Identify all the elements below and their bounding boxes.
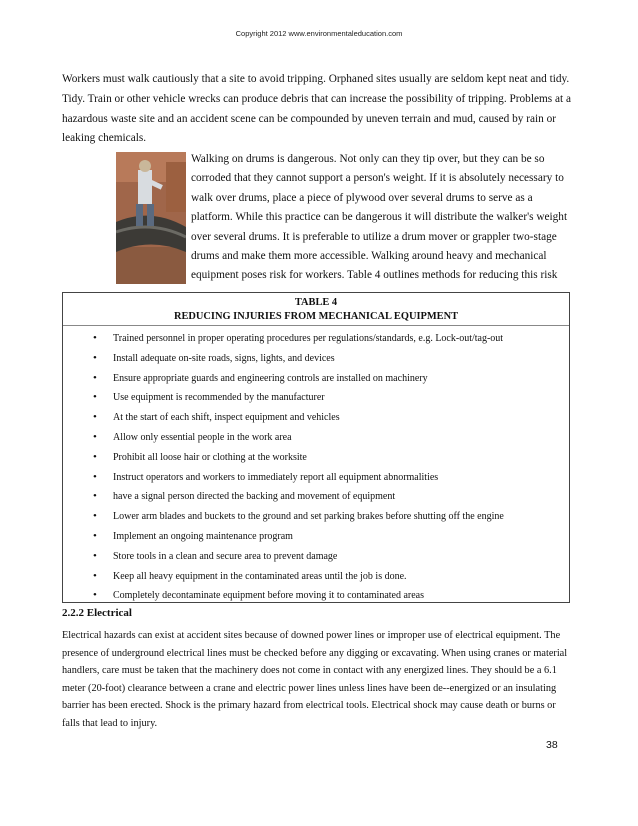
list-item: • Trained personnel in proper operating procedures per regulations/standards, e.g. Lock-out/tag-out: [63, 329, 569, 349]
worker-drum-photo: [116, 152, 186, 284]
drum-walking-paragraph: Walking on drums is dangerous. Not only can they tip over, but they can be so corroded that they cannot support a person's weight. If it is absolutely necessary to walk over drums, place a piece of plywood over several drums to serve as a platform. While this practice can be dangerous it will distribute the walker's weight over several drums. It is preferable to utilize a drum mover or grappler two-stage drums and make them more accessible. Walking around heavy and mechanical equipment poses risk for workers. Table 4 outlines methods for reducing this risk: [191, 153, 568, 282]
bullet-icon: •: [93, 490, 97, 503]
list-item: • Completely decontaminate equipment before moving it to contaminated areas: [63, 586, 569, 606]
list-item: • Allow only essential people in the work area: [63, 428, 569, 448]
bullet-icon: •: [93, 510, 97, 523]
table-header: [63, 293, 569, 326]
list-item: • Use equipment is recommended by the manufacturer: [63, 388, 569, 408]
bullet-icon: •: [93, 589, 97, 602]
bullet-icon: •: [93, 549, 97, 562]
list-item: • Install adequate on-site roads, signs, lights, and devices: [63, 349, 569, 369]
bullet-icon: •: [93, 529, 97, 542]
bullet-icon: •: [93, 470, 97, 483]
list-item: • Implement an ongoing maintenance program: [63, 527, 569, 547]
table-title: REDUCING INJURIES FROM MECHANICAL EQUIPMENT: [173, 311, 459, 322]
electrical-paragraph: Electrical hazards can exist at accident sites because of downed power lines or improper use of electrical equipment. The presence of underground electrical lines must be checked before any digging or excavating. When using cranes or material handlers, care must be taken that the machinery does not come in contact with any energized lines. They should be a 6.1 meter (20-foot) clearance between a crane and electric power lines unless lines have been de--energized or an insulating barrier has been erected. Shock is the primary hazard from electrical tools. Electrical shock may cause death or burns or falls that lead to injury.: [62, 630, 568, 729]
bullet-icon: •: [93, 430, 97, 443]
list-item: • Lower arm blades and buckets to the ground and set parking brakes before shutting off the engine: [63, 507, 569, 527]
list-item: • Prohibit all loose hair or clothing at the worksite: [63, 448, 569, 468]
bullet-icon: •: [93, 569, 97, 582]
list-item: • Instruct operators and workers to immediately report all equipment abnormalities: [63, 468, 569, 488]
bullet-icon: •: [93, 332, 97, 344]
table-label: TABLE 4: [294, 297, 338, 308]
bullet-icon: •: [93, 351, 97, 364]
bullet-icon: •: [93, 391, 97, 404]
list-item: • have a signal person directed the backing and movement of equipment: [63, 487, 569, 507]
list-item: • Store tools in a clean and secure area to prevent damage: [63, 547, 569, 567]
copyright-header: Copyright 2012 www.environmentaleducation.com: [235, 29, 403, 38]
table-item-list: [63, 326, 569, 606]
section-heading: 2.2.2 Electrical: [62, 607, 132, 619]
bullet-icon: •: [93, 371, 97, 384]
list-item: • Keep all heavy equipment in the contaminated areas until the job is done.: [63, 567, 569, 587]
intro-paragraph: Workers must walk cautiously that a site to avoid tripping. Orphaned sites usually are seldom kept neat and tidy. Tidy. Train or other vehicle wrecks can produce debris that can increase the possibility of tripping. Problems at a hazardous waste site and an accident scene can be compounded by uneven terrain and mud, caused by rain or leaking chemicals.: [62, 73, 571, 145]
table-4: [62, 292, 570, 603]
page-number: 38: [546, 739, 558, 751]
bullet-icon: •: [93, 411, 97, 424]
list-item: • At the start of each shift, inspect equipment and vehicles: [63, 408, 569, 428]
list-item: • Ensure appropriate guards and engineering controls are installed on machinery: [63, 369, 569, 389]
bullet-icon: •: [93, 450, 97, 463]
